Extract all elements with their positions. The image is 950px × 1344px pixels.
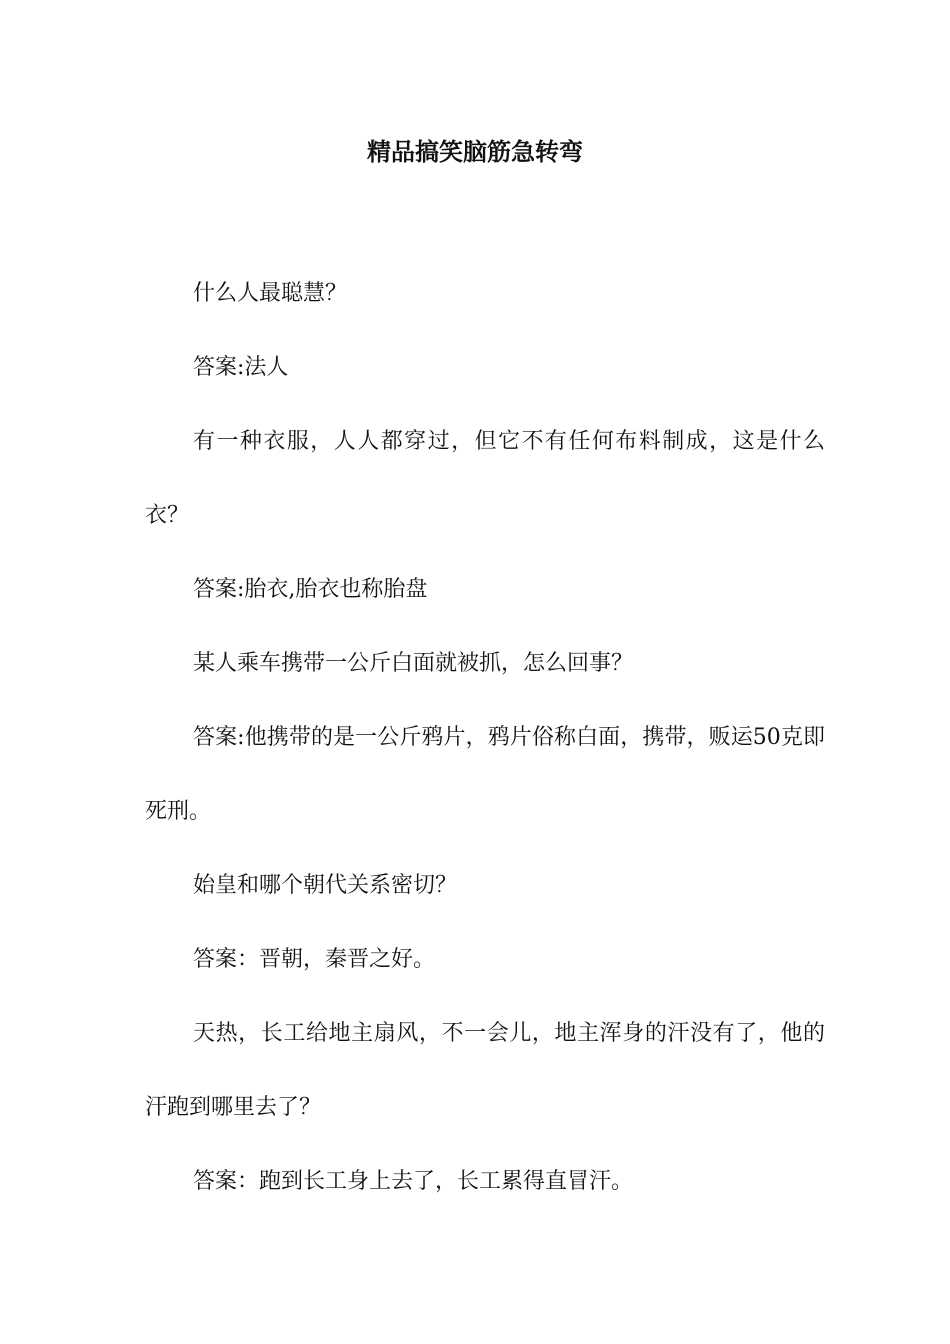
answer-paragraph: 答案：晋朝，秦晋之好。 xyxy=(193,947,436,972)
question-paragraph: 有一种衣服，人人都穿过，但它不有任何布料制成，这是什么衣？ xyxy=(145,429,825,528)
answer-paragraph: 答案：跑到长工身上去了，长工累得直冒汗。 xyxy=(193,1169,634,1194)
question-paragraph: 天热，长工给地主扇风，不一会儿，地主浑身的汗没有了，他的汗跑到哪里去了？ xyxy=(145,1021,825,1120)
answer-paragraph: 答案:法人 xyxy=(193,355,289,380)
question-paragraph: 什么人最聪慧？ xyxy=(193,281,348,306)
document-body xyxy=(145,257,825,1219)
question-paragraph: 某人乘车携带一公斤白面就被抓，怎么回事？ xyxy=(193,651,634,676)
answer-paragraph: 答案:胎衣,胎衣也称胎盘 xyxy=(193,577,428,602)
answer-paragraph: 答案:他携带的是一公斤鸦片，鸦片俗称白面，携带，贩运50克即死刑。 xyxy=(145,725,825,824)
document-title: 精品搞笑脑筋急转弯 xyxy=(367,137,583,166)
question-paragraph: 始皇和哪个朝代关系密切？ xyxy=(193,873,458,898)
